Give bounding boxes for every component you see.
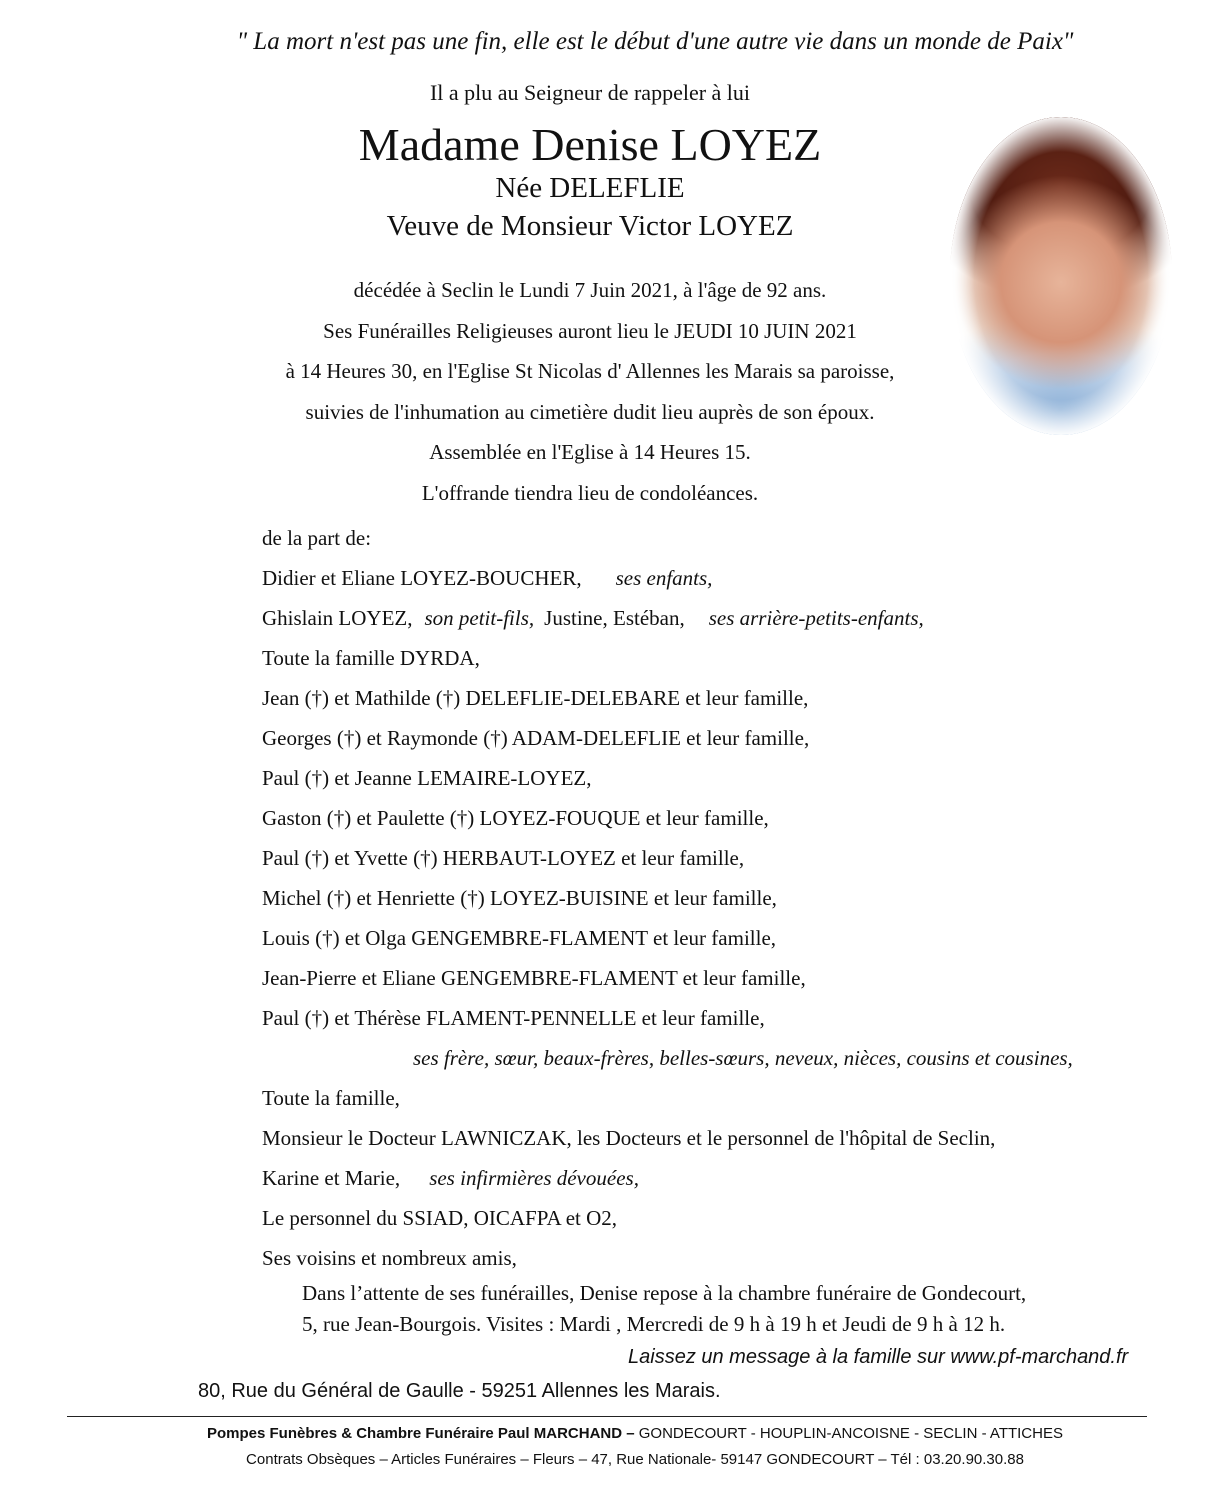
- family-line: Michel (†) et Henriette (†) LOYEZ-BUISINE et leur famille,: [262, 886, 777, 910]
- family-line: Jean-Pierre et Eliane GENGEMBRE-FLAMENT et leur famille,: [262, 966, 806, 990]
- family-name: Ghislain LOYEZ,: [262, 606, 413, 630]
- family-line: Paul (†) et Yvette (†) HERBAUT-LOYEZ et leur famille,: [262, 846, 745, 870]
- announcement-block: [0, 270, 1180, 513]
- family-relation: son petit-fils,: [424, 606, 535, 630]
- family-row-grandchildren: [262, 598, 1073, 638]
- family-relation: ses infirmières dévouées,: [429, 1166, 639, 1190]
- announcement-line: à 14 Heures 30, en l'Eglise St Nicolas d' Allennes les Marais sa paroisse,: [285, 359, 895, 383]
- family-row-children: [262, 558, 1073, 598]
- home-address: 80, Rue du Général de Gaulle - 59251 Allennes les Marais.: [198, 1380, 721, 1402]
- announcement-line: suivies de l'inhumation au cimetière dudit lieu auprès de son époux.: [305, 399, 875, 424]
- family-relation: ses arrière-petits-enfants,: [708, 606, 924, 630]
- deceased-name: Madame Denise LOYEZ: [358, 119, 822, 170]
- footer-company: [0, 1425, 1214, 1442]
- family-line: Paul (†) et Jeanne LEMAIRE-LOYEZ,: [262, 766, 592, 790]
- epigraph-quote: " La mort n'est pas une fin, elle est le début d'une autre vie dans un monde de Paix": [236, 28, 1074, 55]
- intro-line: Il a plu au Seigneur de rappeler à lui: [429, 80, 751, 105]
- footer-contact: Contrats Obsèques – Articles Funéraires – Fleurs – 47, Rue Nationale- 59147 GONDECOURT – Tél : 03.20.90.30.88: [246, 1451, 1024, 1468]
- family-name: Karine et Marie,: [262, 1166, 401, 1190]
- repose-line: 5, rue Jean-Bourgois. Visites : Mardi , Mercredi de 9 h à 19 h et Jeudi de 9 h à 12 h.: [302, 1312, 1006, 1336]
- family-list: [262, 518, 1073, 1278]
- family-line: Toute la famille DYRDA,: [262, 646, 480, 670]
- footer-towns: GONDECOURT - HOUPLIN-ANCOISNE - SECLIN - ATTICHES: [634, 1425, 1063, 1442]
- family-line: Jean (†) et Mathilde (†) DELEFLIE-DELEBARE et leur famille,: [262, 686, 809, 710]
- family-line: Gaston (†) et Paulette (†) LOYEZ-FOUQUE et leur famille,: [262, 806, 769, 830]
- family-row-nurses: [262, 1158, 1073, 1198]
- repose-line: Dans l’attente de ses funérailles, Denise repose à la chambre funéraire de Gondecourt,: [302, 1281, 1027, 1305]
- family-line: Ses voisins et nombreux amis,: [262, 1246, 517, 1270]
- announcement-line: Assemblée en l'Eglise à 14 Heures 15.: [429, 440, 751, 464]
- maiden-name: Née DELEFLIE: [495, 172, 685, 204]
- family-relation: ses enfants,: [615, 566, 713, 590]
- family-line: Toute la famille,: [262, 1086, 400, 1110]
- family-line: Georges (†) et Raymonde (†) ADAM-DELEFLIE et leur famille,: [262, 726, 810, 750]
- family-intro: de la part de:: [262, 526, 372, 550]
- announcement-line: L'offrande tiendra lieu de condoléances.: [421, 480, 759, 505]
- footer-company-name: Pompes Funèbres & Chambre Funéraire Paul MARCHAND –: [207, 1425, 635, 1442]
- announcement-line: Ses Funérailles Religieuses auront lieu le JEUDI 10 JUIN 2021: [323, 318, 857, 343]
- family-line: Paul (†) et Thérèse FLAMENT-PENNELLE et leur famille,: [262, 1006, 765, 1030]
- family-name: Justine, Estéban,: [544, 606, 685, 630]
- family-line-doctor: Monsieur le Docteur LAWNICZAK, les Docteurs et le personnel de l'hôpital de Seclin,: [262, 1126, 996, 1150]
- family-relation-siblings: ses frère, sœur, beaux-frères, belles-sœurs, neveux, nièces, cousins et cousines,: [413, 1046, 1073, 1070]
- condolence-message-link[interactable]: Laissez un message à la famille sur www.pf-marchand.fr: [628, 1346, 1129, 1368]
- family-line: Le personnel du SSIAD, OICAFPA et O2,: [262, 1206, 618, 1230]
- repose-info: [302, 1278, 1026, 1340]
- footer-divider: [67, 1416, 1147, 1417]
- family-name: Didier et Eliane LOYEZ-BOUCHER,: [262, 566, 582, 590]
- family-line: Louis (†) et Olga GENGEMBRE-FLAMENT et leur famille,: [262, 926, 777, 950]
- announcement-line: décédée à Seclin le Lundi 7 Juin 2021, à l'âge de 92 ans.: [353, 278, 827, 302]
- widow-of: Veuve de Monsieur Victor LOYEZ: [386, 210, 794, 242]
